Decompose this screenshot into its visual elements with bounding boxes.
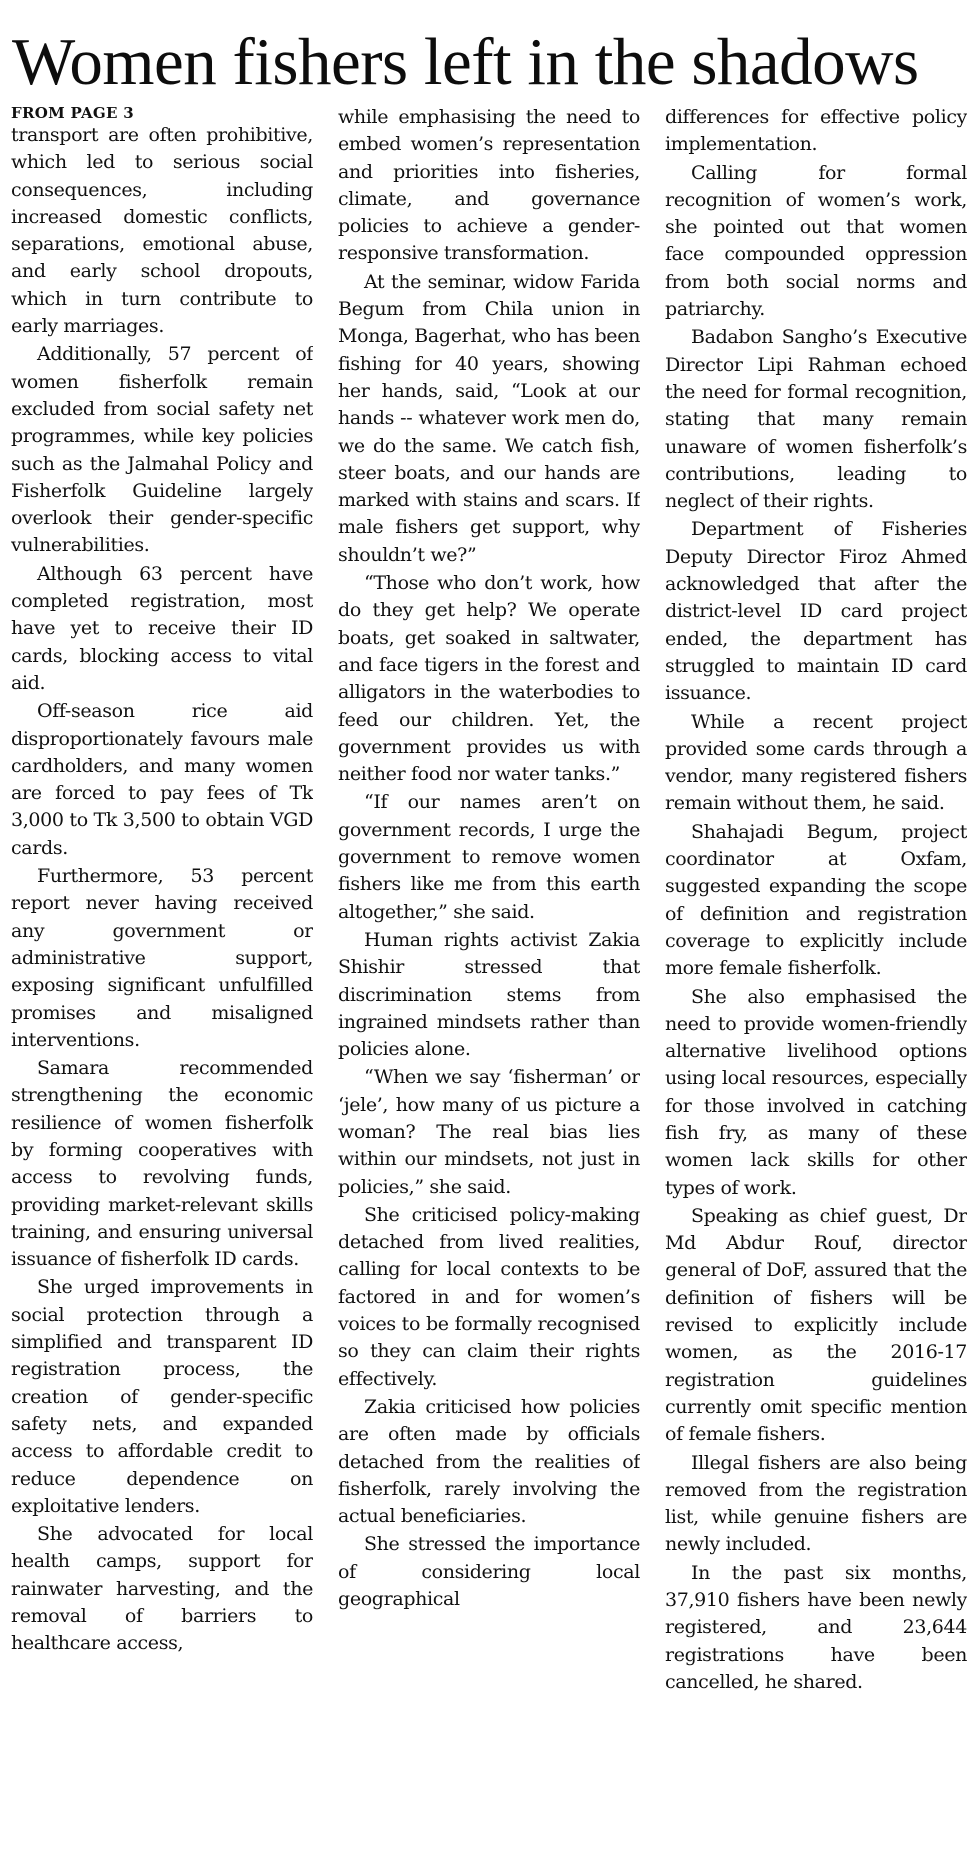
paragraph: She urged improvements in social protection through a simplified and transparent ID registration process, the creation of gender-specific safety nets, and expanded access to affordable credit to reduce dependence on exploitative lenders. [11,1276,313,1517]
paragraph: “When we say ‘fisherman’ or ‘jele’, how many of us picture a woman? The real bias lies within our mindsets, not just in policies,” she said. [338,1066,640,1198]
continued-from-label: FROM PAGE 3 [11,104,135,122]
paragraph: Human rights activist Zakia Shishir stressed that discrimination stems from ingrained mindsets rather than policies alone. [338,928,640,1061]
paragraph: Department of Fisheries Deputy Director Firoz Ahmed acknowledged that after the district-level ID card project ended, the department has struggled to maintain ID card issuance. [665,518,967,705]
paragraph: Badabon Sangho’s Executive Director Lipi Rahman echoed the need for formal recognition, stating that many remain unaware of women fisherfolk’s contributions, leading to neglect of their rights. [665,326,967,513]
paragraph: “Those who don’t work, how do they get help? We operate boats, get soaked in saltwater, and face tigers in the forest and alligators in the waterbodies to feed our children. Yet, the government provides us with neither food nor water tanks.” [338,572,640,786]
paragraph: At the seminar, widow Farida Begum from Chila union in Monga, Bagerhat, who has been fishing for 40 years, showing her hands, said, “Look at our hands -- whatever work men do, we do the same. We catch fish, steer boats, and our hands are marked with stains and scars. If male fishers get support, why shouldn’t we?” [338,270,640,566]
paragraph: Calling for formal recognition of women’s work, she pointed out that women face compounded oppression from both social norms and patriarchy. [665,161,967,321]
article-column-2 [338,104,640,1848]
paragraph: Zakia criticised how policies are often made by officials detached from the realities of fisherfolk, rarely involving the actual beneficiaries. [338,1395,640,1528]
paragraph: She advocated for local health camps, support for rainwater harvesting, and the removal of barriers to healthcare access, [11,1523,313,1655]
paragraph: differences for effective policy implementation. [665,106,967,156]
paragraph: Illegal fishers are also being removed from the registration list, while genuine fishers are newly included. [665,1451,967,1556]
article-column-3 [665,104,967,1848]
paragraph: Speaking as chief guest, Dr Md Abdur Rouf, director general of DoF, assured that the definition of fishers will be revised to explicitly include women, as the 2016-17 registration guidelines currently omit specific mention of female fishers. [665,1204,967,1446]
paragraph: while emphasising the need to embed women’s representation and priorities into fisheries, climate, and governance policies to achieve a gender-responsive transformation. [338,106,640,265]
paragraph: She stressed the importance of considering local geographical [338,1533,640,1611]
paragraph: “If our names aren’t on government records, I urge the government to remove women fishers like me from this earth altogether,” she said. [338,791,640,923]
paragraph: She also emphasised the need to provide women-friendly alternative livelihood options using local resources, especially for those involved in catching fish fry, as many of these women lack skills for other types of work. [665,985,967,1199]
paragraph: transport are often prohibitive, which led to serious social consequences, including increased domestic conflicts, separations, emotional abuse, and early school dropouts, which in turn contribute to early marriages. [11,124,313,338]
paragraph: In the past six months, 37,910 fishers have been newly registered, and 23,644 registrations have been cancelled, he shared. [665,1561,967,1693]
paragraph: Off-season rice aid disproportionately favours male cardholders, and many women are forced to pay fees of Tk 3,000 to Tk 3,500 to obtain VGD cards. [11,700,313,859]
paragraph: Samara recommended strengthening the economic resilience of women fisherfolk by forming cooperatives with access to revolving funds, providing market-relevant skills training, and ensuring universal issuance of fisherfolk ID cards. [11,1057,313,1271]
article-column-1 [11,104,313,1848]
paragraph: Additionally, 57 percent of women fisherfolk remain excluded from social safety net programmes, while key policies such as the Jalmahal Policy and Fisherfolk Guideline largely overlook their gender-specific vulnerabilities. [11,343,313,557]
paragraph: Shahajadi Begum, project coordinator at Oxfam, suggested expanding the scope of definition and registration coverage to explicitly include more female fisherfolk. [665,820,967,980]
headline: Women fishers left in the shadows [12,25,919,99]
paragraph: Although 63 percent have completed registration, most have yet to receive their ID cards, blocking access to vital aid. [11,562,313,694]
paragraph: She criticised policy-making detached from lived realities, calling for local contexts to be factored in and for women’s voices to be formally recognised so they can claim their rights effectively. [338,1203,640,1390]
paragraph: While a recent project provided some cards through a vendor, many registered fishers remain without them, he said. [665,710,967,815]
article-body [11,104,967,1848]
paragraph: Furthermore, 53 percent report never having received any government or administrative support, exposing significant unfulfilled promises and misaligned interventions. [11,865,313,1051]
